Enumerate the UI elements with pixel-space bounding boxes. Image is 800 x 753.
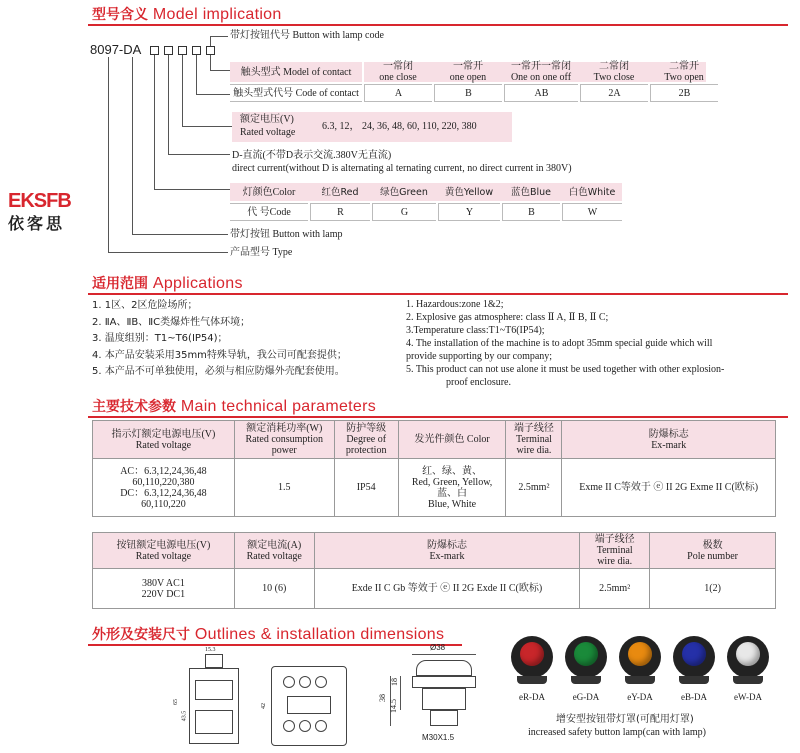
button-lamp-label: 带灯按钮 Button with lamp [230, 229, 343, 240]
dc-note-en: direct current(without D is alternating al ternating current, no direct current in 380V) [232, 163, 572, 174]
caps-caption-en: increased safety button lamp(can with lamp) [528, 727, 706, 738]
header-line: wire dia. [597, 556, 633, 567]
header-line: 端子线径 [594, 534, 635, 545]
color-cell-line: 蓝、白 [437, 487, 468, 499]
contact-code: 2A [580, 84, 648, 102]
params-title-en: Main technical parameters [180, 398, 377, 415]
voltage-label-en: Rated voltage [240, 127, 296, 138]
params-section-title [92, 396, 376, 416]
contact-label: 触头型式 Model of contact [240, 66, 352, 78]
lamp-code-label: 带灯按钮代号 Button with lamp code [230, 30, 384, 41]
contact-header-en: one close [379, 72, 417, 83]
brand-logo [8, 190, 88, 234]
color-code: Y [438, 203, 500, 221]
outlines-title-cn: 外形及安装尺寸 [92, 627, 190, 643]
lamp-cap-label: eR-DA [519, 692, 545, 702]
table-header-cell [334, 421, 398, 459]
application-en-item: 3.Temperature class:T1~T6(IP54); [406, 325, 545, 336]
dc-note-cn: D-直流(不带D表示交流.380V无直流) [232, 150, 392, 161]
application-cn-item: 2. ⅡA、ⅡB、ⅡC类爆炸性气体环境； [92, 316, 251, 328]
lamp-cap-label: eG-DA [572, 692, 600, 702]
outlines-title-en: Outlines & installation dimensions [194, 626, 445, 643]
side-view-drawing [173, 647, 265, 750]
header-line: 极数 [702, 539, 723, 551]
lamp-cap [561, 632, 611, 708]
application-en-item: 2. Explosive gas atmosphere: class Ⅱ A, Ⅱ B, Ⅱ C; [406, 312, 609, 323]
applications-section-title [92, 273, 243, 293]
lamp-cap [615, 632, 665, 708]
current-cell: 10 (6) [234, 569, 314, 609]
model-title-cn: 型号含义 [92, 7, 148, 23]
contact-header-en: One on one off [510, 72, 572, 83]
lamp-lens [736, 642, 760, 666]
voltage-cell-line: DC：6.3,12,24,36,48 [120, 487, 207, 499]
lamp-cap-base [571, 676, 601, 684]
table-header-cell [93, 533, 235, 569]
contact-header [504, 62, 578, 82]
wire-cell: 2.5mm² [580, 569, 650, 609]
code-box [178, 46, 187, 55]
color-name: 黄色Yellow [444, 186, 494, 198]
lamp-lens [628, 642, 652, 666]
color-cell [398, 459, 506, 517]
params-title-cn: 主要技术参数 [92, 399, 176, 415]
lamp-cap-body [673, 636, 715, 678]
contact-code: AB [504, 84, 578, 102]
table-header-cell [506, 421, 562, 459]
section-divider [88, 293, 788, 295]
contact-header [650, 62, 718, 82]
color-name: 红色Red [321, 186, 359, 198]
dim-height-38: 38 [378, 694, 387, 702]
header-line: Terminal [515, 434, 552, 445]
lamp-cap-label: eW-DA [734, 692, 762, 702]
power-cell: 1.5 [234, 459, 334, 517]
section-divider [88, 24, 788, 26]
voltage-cell-line: 60,110,220,380 [132, 476, 195, 488]
button-head-drawing [378, 640, 488, 752]
header-line: Rated voltage [246, 550, 302, 562]
header-line: 防爆标志 [426, 539, 467, 551]
voltage-values: 6.3, 12， 24, 36, 48, 60, 110, 220, 380 [322, 121, 477, 132]
header-line: 发光件颜色 Color [414, 434, 490, 445]
header-line: Rated consumption [245, 434, 323, 445]
code-box [192, 46, 201, 55]
lamp-cap-label: eY-DA [627, 692, 653, 702]
dim-thread: M30X1.5 [422, 733, 455, 742]
contact-header-cn: 二常开 [669, 61, 699, 72]
voltage-cell [93, 569, 235, 609]
dim-height: 65 [173, 699, 179, 705]
contact-code: B [434, 84, 502, 102]
code-box [164, 46, 173, 55]
model-code: 8097-DA [90, 42, 142, 57]
table-header-cell [650, 533, 776, 569]
product-type-label: 产品型号 Type [230, 247, 293, 258]
lamp-lens [682, 642, 706, 666]
table-header-cell [93, 421, 235, 459]
color-code: B [502, 203, 560, 221]
application-en-item: provide supporting by our company; [406, 351, 553, 362]
header-line: Ex-mark [651, 439, 687, 451]
application-en-item: 4. The installation of the machine is to adopt 35mm special guide which will [406, 338, 713, 349]
table-header-cell [314, 533, 580, 569]
header-line: 防护等级 [346, 423, 387, 434]
color-name: 蓝色Blue [510, 186, 552, 198]
lamp-cap-label: eB-DA [681, 692, 707, 702]
lamp-cap-base [733, 676, 763, 684]
contact-header-cn: 一常闭 [383, 61, 413, 72]
wire-cell: 2.5mm² [506, 459, 562, 517]
voltage-cell [93, 459, 235, 517]
dim-inner-height: 43.5 [181, 710, 188, 722]
code-box [150, 46, 159, 55]
logo-brand: EKSFB [8, 190, 71, 212]
logo-cn: 依客思 [8, 214, 66, 233]
color-code-label: 代 号Code [230, 203, 308, 221]
color-label: 灯颜色Color [242, 186, 296, 198]
header-line: 按钮额定电源电压(V) [116, 539, 211, 551]
header-line: Pole number [687, 550, 738, 562]
contact-header [364, 62, 432, 82]
contact-header-cn: 二常闭 [599, 61, 629, 72]
header-line: 指示灯额定电源电压(V) [111, 428, 216, 440]
contact-header-en: Two open [664, 72, 704, 83]
exmark-cell: Exme II C等效于 ⓔ II 2G Exme II C(欧标) [562, 459, 776, 517]
table-header-cell [562, 421, 776, 459]
lamp-cap-body [727, 636, 769, 678]
contact-header-en: Two close [593, 72, 635, 83]
application-cn-item: 3. 温度组别：T1~T6(IP54)； [92, 333, 228, 344]
top-view-drawing [261, 650, 355, 750]
contact-header [580, 62, 648, 82]
application-en-item: 5. This product can not use alone it must be used together with other explosion- [406, 364, 725, 375]
contact-code: A [364, 84, 432, 102]
lamp-cap [507, 632, 557, 708]
header-line: 额定消耗功率(W) [246, 423, 323, 434]
table-header-cell [234, 421, 334, 459]
color-cell-line: Red, Green, Yellow, [411, 476, 493, 488]
contact-header-en: one open [449, 72, 487, 83]
color-code: G [372, 203, 436, 221]
header-line: Rated voltage [135, 439, 192, 451]
model-section-title [92, 4, 282, 24]
exmark-cell: Exde II C Gb 等效于 ⓔ II 2G Exde II C(欧标) [314, 569, 580, 609]
header-line: Degree of [346, 434, 387, 445]
table-header-cell [398, 421, 506, 459]
header-line: Ex-mark [429, 550, 465, 562]
header-line: Terminal [596, 545, 633, 556]
color-name: 白色White [568, 186, 616, 198]
application-cn-item: 1. 1区、2区危险场所； [92, 300, 198, 311]
color-cell-line: Blue, White [427, 498, 477, 510]
lamp-cap [723, 632, 773, 708]
application-cn-item: 5. 本产品不可单独使用，必须与相应防爆外壳配套使用。 [92, 366, 345, 377]
applications-title-cn: 适用范围 [92, 276, 148, 292]
protection-cell: IP54 [334, 459, 398, 517]
params-table-2 [92, 532, 776, 609]
lamp-cap-base [517, 676, 547, 684]
contact-code-label: 触头型式代号 Code of contact [230, 84, 362, 102]
table-header-cell [580, 533, 650, 569]
color-code: W [562, 203, 622, 221]
params-table-1-row [93, 459, 776, 517]
header-line: protection [345, 445, 387, 456]
lamp-lens [520, 642, 544, 666]
pole-cell: 1(2) [650, 569, 776, 609]
voltage-cell-line: 60,110,220 [141, 498, 186, 510]
applications-title-en: Applications [152, 275, 243, 292]
lamp-cap-body [565, 636, 607, 678]
params-table-2-row [93, 569, 776, 609]
color-name: 绿色Green [380, 186, 428, 198]
application-en-item: proof enclosure. [446, 377, 511, 388]
contact-header [434, 62, 502, 82]
header-line: power [271, 445, 297, 456]
header-line: 防爆标志 [648, 428, 689, 440]
params-table-1 [92, 420, 776, 517]
voltage-cell-line: 380V AC1 [141, 577, 185, 589]
header-line: Rated voltage [135, 550, 192, 562]
voltage-label-cn: 额定电压(V) [240, 114, 294, 125]
header-line: 额定电流(A) [247, 539, 302, 551]
dim-height-145: 14.5 [389, 699, 398, 713]
application-en-item: 1. Hazardous:zone 1&2; [406, 299, 504, 310]
header-line: wire dia. [516, 445, 552, 456]
contact-header-cn: 一常开一常闭 [511, 61, 571, 72]
color-cell-line: 红、绿、黄、 [422, 465, 483, 477]
caps-caption-cn: 增安型按钮带灯罩(可配用灯罩) [556, 714, 694, 725]
voltage-cell-line: AC：6.3,12,24,36,48 [120, 465, 207, 477]
application-cn-item: 4. 本产品安装采用35mm特殊导轨，我公司可配套提供； [92, 349, 347, 361]
section-divider [88, 416, 788, 418]
contact-header-cn: 一常开 [453, 61, 483, 72]
model-title-en: Model implication [152, 6, 282, 23]
lamp-cap-base [625, 676, 655, 684]
code-box [206, 46, 215, 55]
dim-width: 15.3 [205, 647, 216, 653]
lamp-cap-base [679, 676, 709, 684]
lamp-cap-body [619, 636, 661, 678]
lamp-lens [574, 642, 598, 666]
dim-diameter: Ø38 [430, 643, 446, 652]
contact-code: 2B [650, 84, 718, 102]
lamp-cap [669, 632, 719, 708]
lamp-cap-body [511, 636, 553, 678]
dim-height-18: 18 [390, 678, 399, 686]
table-header-cell [234, 533, 314, 569]
color-code: R [310, 203, 370, 221]
dim-depth: 42 [261, 703, 267, 709]
header-line: 端子线径 [513, 423, 554, 434]
voltage-cell-line: 220V DC1 [141, 588, 186, 600]
